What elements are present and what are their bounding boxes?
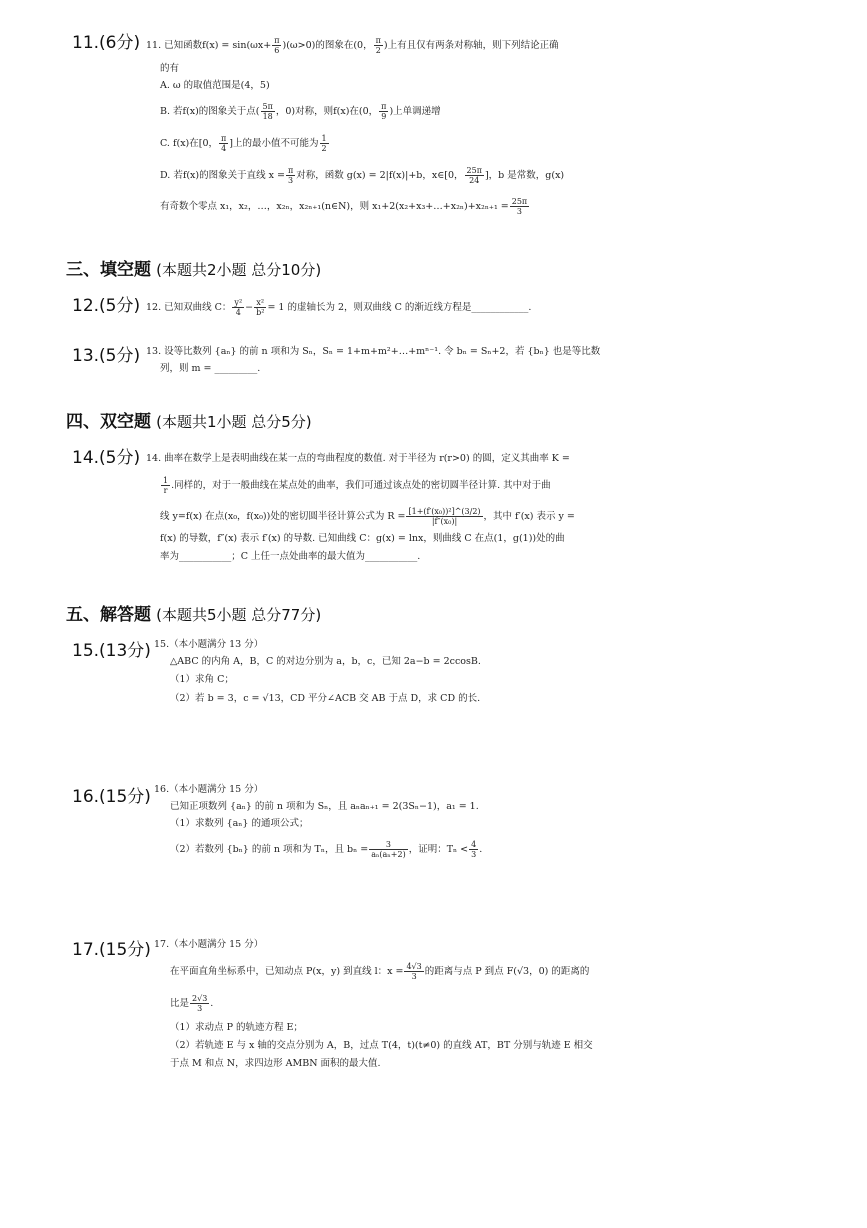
q11-option-a: A. ω 的取值范围是(4，5)	[160, 80, 270, 91]
q11-option-d-cont: 有奇数个零点 x₁，x₂，…，x₂ₙ，x₂ₙ₊₁(n∈N)，则 x₁+2(x₂+x₃+…+x₂ₙ)+x₂ₙ₊₁ = $\frac{25\pi}{3}$	[160, 197, 528, 216]
q17-line2: 在平面直角坐标系中，已知动点 P(x，y) 到直线 l：x = $\frac{4√3}{3}$ 的距离与点 P 到点 F(√3，0) 的距离的	[170, 962, 590, 981]
q15-line4: （2）若 b = 3，c = √13，CD 平分∠ACB 交 AB 于点 D，求 CD 的长.	[170, 693, 481, 704]
q16-line1: 16.（本小题满分 15 分）	[154, 784, 264, 795]
q14-line1: 14. 曲率在数学上是表明曲线在某一点的弯曲程度的数值. 对于半径为 r(r>0) 的圆，定义其曲率 K =	[146, 453, 570, 464]
q14-line2: $\frac{1}{r}$ .同样的，对于一般曲线在某点处的曲率，我们可通过该点处的密切圆半径计算. 其中对于曲	[163, 476, 551, 495]
q17-line3: 比是 $\frac{2√3}{3}$ .	[170, 994, 214, 1013]
q14-line3: 线 y=f(x) 在点(x₀，f(x₀))处的密切圆半径计算公式为 R = $\frac{\text{[1+(f′(x₀))²]\textasciicircum{}(3/2)}}{\text{|f″(x₀)|}}$ ，其中 f′(x) 表示 y =	[160, 507, 575, 526]
q11-stem: 11. 已知函数f(x) = sin(ωx+ $\frac{\pi}{6}$ )(ω>0)的图象在(0， $\frac{\pi}{2}$ )上有且仅有两条对称轴，则下列结论正确	[146, 36, 559, 55]
q11-stem-cont: 的有	[160, 63, 180, 74]
q11-number: 11.(6分)	[72, 33, 141, 53]
q15-line3: （1）求角 C；	[170, 674, 234, 685]
q16-line2: 已知正项数列 {aₙ} 的前 n 项和为 Sₙ，且 aₙaₙ₊₁ = 2(3Sₙ−1)，a₁ = 1.	[170, 801, 479, 812]
q17-line6: 于点 M 和点 N，求四边形 AMBN 面积的最大值.	[170, 1058, 381, 1069]
q14-line4: f(x) 的导数，f″(x) 表示 f′(x) 的导数. 已知曲线 C：g(x) = lnx，则曲线 C 在点(1，g(1))处的曲	[160, 533, 565, 544]
q13-number: 13.(5分)	[72, 346, 141, 366]
q11-option-d: D. 若f(x)的图象关于直线 x = $\frac{\pi}{3}$ 对称，函数 g(x) = 2|f(x)|+b，x∈[0， $\frac{25\pi}{24}$ ]，b 是常数，g(x)	[160, 166, 565, 185]
q15-line1: 15.（本小题满分 13 分）	[154, 639, 264, 650]
q16-number: 16.(15分)	[72, 787, 151, 807]
q17-line4: （1）求动点 P 的轨迹方程 E；	[170, 1022, 303, 1033]
q14-number: 14.(5分)	[72, 448, 141, 468]
q13-line2: 列，则 m = _________.	[160, 363, 261, 374]
q11-option-b: B. 若f(x)的图象关于点( $\frac{5\pi}{18}$ ，0)对称，则f(x)在(0， $\frac{\pi}{9}$ )上单调递增	[160, 102, 441, 121]
section-solution-title: 五、解答题 (本题共5小题 总分77分)	[66, 605, 322, 625]
section-double-blank-title: 四、双空题 (本题共1小题 总分5分)	[66, 412, 312, 432]
q12-stem: 12. 已知双曲线 C： $\frac{\text{y²}}{4}$ − $\frac{\text{x²}}{\text{b²}}$ = 1 的虚轴长为 2，则双曲线 C 的渐近线方程是____________.	[146, 298, 532, 317]
q11-option-c: C. f(x)在[0， $\frac{\pi}{4}$ ]上的最小值不可能为 $\frac{1}{2}$	[160, 134, 327, 153]
q17-line5: （2）若轨迹 E 与 x 轴的交点分别为 A，B，过点 T(4，t)(t≠0) 的直线 AT，BT 分别与轨迹 E 相交	[170, 1040, 593, 1051]
q17-number: 17.(15分)	[72, 940, 151, 960]
q17-line1: 17.（本小题满分 15 分）	[154, 939, 264, 950]
q14-line5: 率为___________；C 上任一点处曲率的最大值为___________.	[160, 551, 421, 562]
section-fill-blank-title: 三、填空题 (本题共2小题 总分10分)	[66, 260, 322, 280]
q16-line3: （1）求数列 {aₙ} 的通项公式；	[170, 818, 309, 829]
q16-line4: （2）若数列 {bₙ} 的前 n 项和为 Tₙ，且 bₙ = $\frac{3}{\text{aₙ(aₙ+2)}}$ ，证明：Tₙ < $\frac{4}{3}$ .	[170, 840, 483, 859]
q13-line1: 13. 设等比数列 {aₙ} 的前 n 项和为 Sₙ，Sₙ = 1+m+m²+…+mⁿ⁻¹. 令 bₙ = Sₙ+2，若 {bₙ} 也是等比数	[146, 346, 601, 357]
q15-number: 15.(13分)	[72, 641, 151, 661]
q12-number: 12.(5分)	[72, 296, 141, 316]
q15-line2: △ABC 的内角 A，B，C 的对边分别为 a，b，c，已知 2a−b = 2ccosB.	[170, 656, 481, 667]
